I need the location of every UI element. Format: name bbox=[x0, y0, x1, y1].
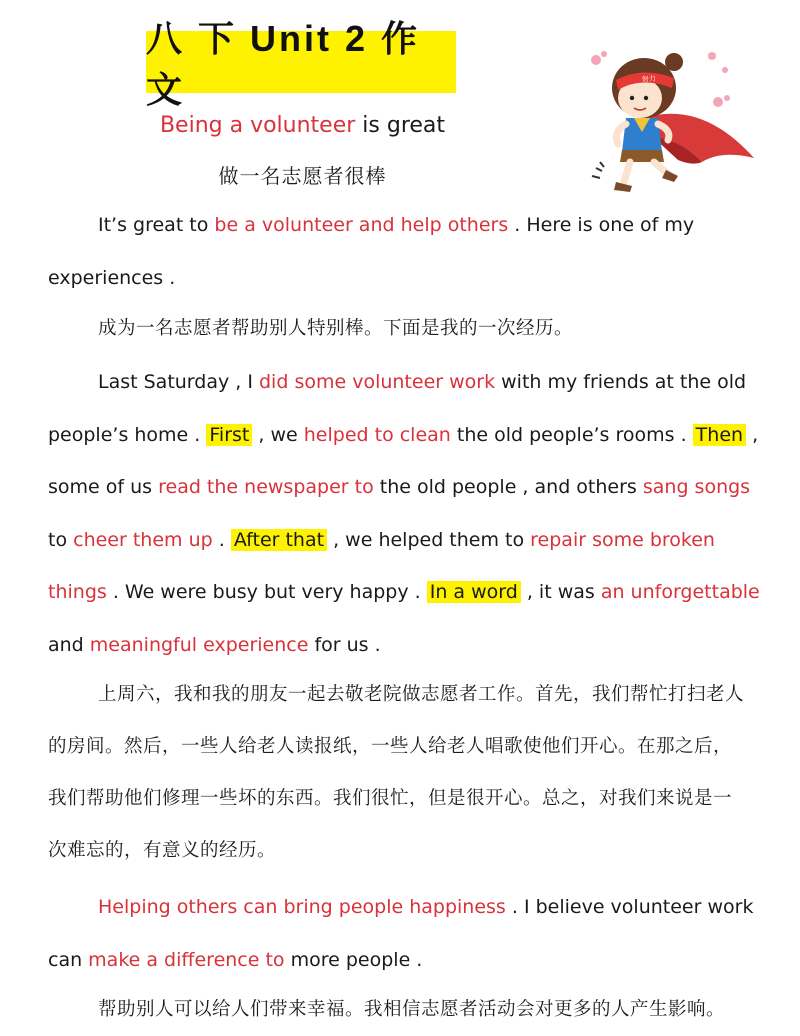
text-segment: . bbox=[212, 528, 231, 551]
key-phrase: sang songs bbox=[642, 476, 751, 498]
text-segment: with my friends at the old people’s home . bbox=[48, 371, 747, 446]
subtitle-rest: is great bbox=[355, 113, 446, 138]
key-phrase: read the newspaper to bbox=[158, 476, 374, 498]
key-phrase: Helping others can bring people happiness bbox=[98, 896, 506, 918]
text-segment: for us . bbox=[308, 633, 381, 656]
key-phrase: did some volunteer work bbox=[259, 371, 496, 393]
key-phrase: meaningful experience bbox=[89, 633, 309, 656]
subtitle-chinese: 做一名志愿者很棒 bbox=[218, 164, 387, 188]
transition-word: In a word bbox=[427, 581, 521, 603]
headband-text: 努力 bbox=[641, 74, 657, 84]
subtitle-english bbox=[0, 113, 605, 138]
text-segment: . I believe volunteer work can bbox=[48, 896, 754, 971]
text-segment: , we helped them to bbox=[327, 528, 531, 551]
key-phrase: be a volunteer and help others bbox=[214, 214, 509, 236]
paragraph-1-chinese: 成为一名志愿者帮助别人特别棒。下面是我的一次经历。 bbox=[98, 318, 574, 339]
transition-word: Then bbox=[693, 424, 746, 446]
text-segment: more people . bbox=[284, 948, 423, 971]
paragraph-3-chinese: 帮助别人可以给人们带来幸福。我相信志愿者活动会对更多的人产生影响。 bbox=[98, 999, 726, 1020]
paragraph-1-english bbox=[48, 199, 763, 304]
key-phrase: repair some broken things bbox=[48, 528, 715, 603]
text-segment: , it was bbox=[520, 581, 601, 603]
subtitle-keyword: Being a volunteer bbox=[159, 113, 356, 138]
text-segment: . We were busy but very happy . bbox=[106, 581, 427, 603]
key-phrase: helped to clean bbox=[303, 423, 451, 446]
key-phrase: make a difference to bbox=[88, 948, 285, 971]
transition-word: First bbox=[206, 424, 252, 446]
superhero-girl-icon bbox=[582, 40, 772, 200]
text-segment: It’s great to bbox=[98, 214, 215, 236]
text-segment: Last Saturday , I bbox=[98, 371, 259, 393]
text-segment: , we bbox=[252, 423, 304, 446]
key-phrase: an unforgettable bbox=[600, 581, 760, 603]
title-banner bbox=[146, 18, 456, 110]
text-segment: to bbox=[48, 528, 74, 551]
paragraph-2-chinese: 上周六，我和我的朋友一起去敬老院做志愿者工作。首先，我们帮忙打扫老人的房间。然后，一些人给老人读报纸，一些人给老人唱歌使他们开心。在那之后，我们帮助他们修理一些坏的东西。我们很忙，但是很开心。总之，对我们来说是一次难忘的，有意义的经历。 bbox=[48, 684, 745, 861]
text-segment: and bbox=[48, 633, 90, 656]
paragraph-2-english bbox=[48, 356, 763, 671]
text-segment: the old people’s rooms . bbox=[450, 423, 693, 446]
key-phrase: cheer them up bbox=[73, 528, 213, 551]
text-segment: the old people , and others bbox=[373, 476, 643, 498]
text-segment: , some of us bbox=[48, 423, 759, 498]
page-title: 八 下 Unit 2 作 文 bbox=[146, 18, 421, 110]
text-segment: . Here is one of my experiences . bbox=[48, 214, 695, 289]
paragraph-3-english bbox=[48, 881, 763, 986]
transition-word: After that bbox=[231, 529, 327, 551]
